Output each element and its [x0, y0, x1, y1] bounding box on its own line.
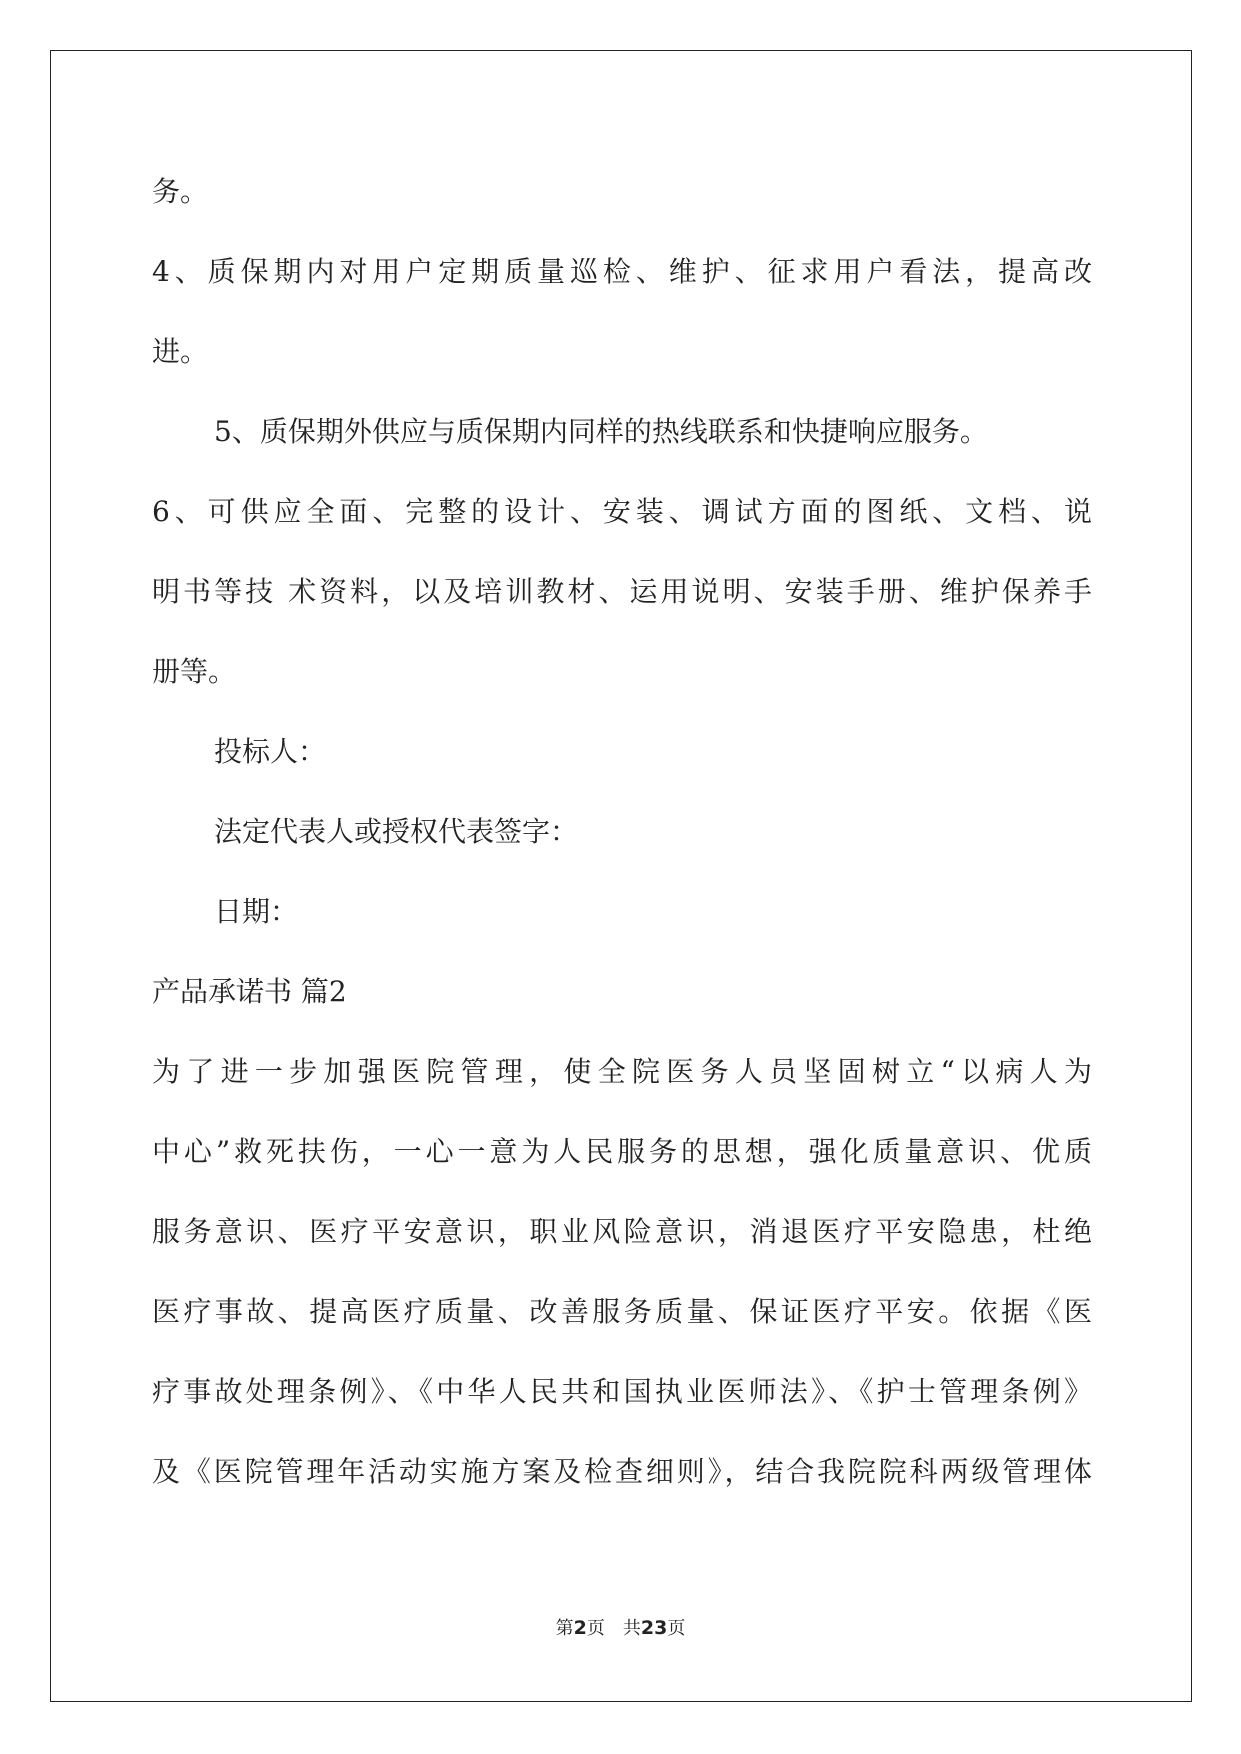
- text-line-12: 为了进一步加强医院管理，使全院医务人员坚固树立“以病人为: [152, 1055, 1092, 1088]
- page-footer: [0, 1614, 1241, 1640]
- text-line-15: 医疗事故、提高医疗质量、改善服务质量、保证医疗平安。依据《医: [152, 1295, 1092, 1328]
- text-line-17: 及《医院管理年活动实施方案及检查细则》，结合我院院科两级管理体: [152, 1455, 1092, 1488]
- footer-page-current: 2: [573, 1617, 587, 1639]
- text-line-6: 明书等技 术资料，以及培训教材、运用说明、安装手册、维护保养手: [152, 575, 1092, 608]
- footer-suffix: 页: [667, 1618, 686, 1639]
- footer-page-total: 23: [640, 1617, 668, 1639]
- section-heading: 产品承诺书 篇2: [152, 975, 347, 1008]
- text-line-9: 法定代表人或授权代表签字：: [214, 815, 579, 848]
- text-line-3: 进。: [152, 335, 209, 368]
- text-line-10: 日期：: [214, 895, 299, 928]
- text-line-8: 投标人：: [214, 735, 327, 768]
- text-line-5: 6、可供应全面、完整的设计、安装、调试方面的图纸、文档、说: [152, 495, 1092, 528]
- footer-prefix: 第: [555, 1618, 574, 1639]
- text-line-1: 务。: [152, 175, 209, 208]
- text-line-16: 疗事故处理条例》、《中华人民共和国执业医师法》、《护士管理条例》: [152, 1375, 1092, 1408]
- text-line-7: 册等。: [152, 655, 237, 688]
- text-line-4: 5、质保期外供应与质保期内同样的热线联系和快捷响应服务。: [214, 415, 988, 448]
- footer-mid: 页 共: [586, 1618, 641, 1639]
- text-line-13: 中心”救死扶伤，一心一意为人民服务的思想，强化质量意识、优质: [152, 1135, 1092, 1168]
- text-line-14: 服务意识、医疗平安意识，职业风险意识，消退医疗平安隐患，杜绝: [152, 1215, 1092, 1248]
- text-line-2: 4、质保期内对用户定期质量巡检、维护、征求用户看法，提高改: [152, 255, 1092, 288]
